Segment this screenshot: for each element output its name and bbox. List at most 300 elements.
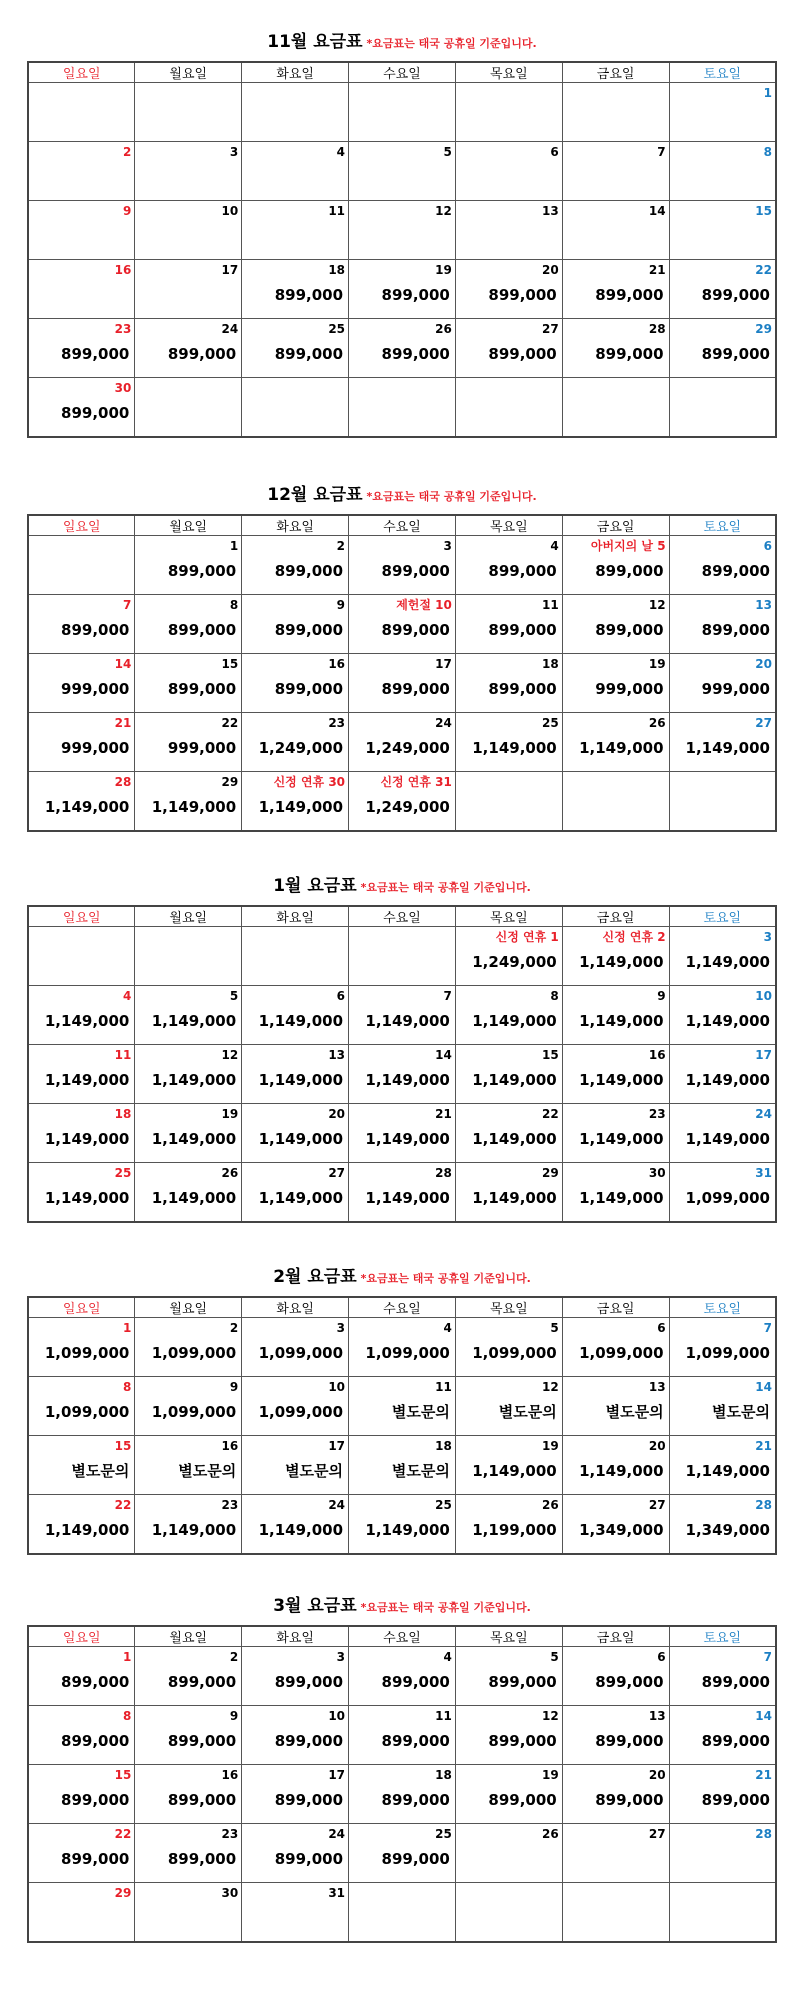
day-price: 899,000	[61, 345, 130, 363]
day-number: 14	[648, 204, 666, 218]
day-number: 26	[435, 322, 452, 336]
day-number	[245, 378, 345, 400]
day-price: 899,000	[595, 1732, 664, 1750]
calendar-day-cell	[349, 1495, 456, 1555]
day-price: 899,000	[701, 1673, 770, 1691]
calendar-day-cell	[242, 986, 349, 1045]
weekday-header: 화요일	[242, 906, 349, 927]
day-number: 4	[443, 1321, 452, 1335]
calendar-day-cell	[242, 927, 349, 986]
day-number: 8	[229, 598, 239, 612]
day-price: 1,349,000	[685, 1521, 770, 1539]
day-price: 1,149,000	[472, 1071, 557, 1089]
day-price: 1,099,000	[151, 1403, 237, 1421]
rate-note: *요금표는 태국 공휴일 기준입니다.	[360, 1272, 531, 1285]
day-number: 28	[648, 322, 666, 336]
day-price: 899,000	[488, 1791, 557, 1809]
calendar-day-cell	[669, 1647, 776, 1706]
calendar-day-cell	[28, 1163, 135, 1223]
day-price: 899,000	[61, 1850, 130, 1868]
day-price: 899,000	[61, 1791, 130, 1809]
day-price: 899,000	[381, 345, 450, 363]
day-number: 20	[648, 1439, 666, 1453]
day-price: 1,149,000	[685, 1012, 770, 1030]
day-number: 15	[542, 1048, 559, 1062]
day-number: 2	[229, 1321, 239, 1335]
day-number	[673, 378, 772, 400]
calendar-day-cell	[349, 1883, 456, 1943]
day-number	[138, 927, 238, 949]
day-number	[459, 772, 559, 794]
day-number: 3	[336, 1321, 346, 1335]
day-price: 1,099,000	[151, 1344, 237, 1362]
week-row	[28, 595, 776, 654]
rate-calendar-table	[27, 1625, 777, 1943]
calendar-day-cell	[135, 1883, 242, 1943]
day-price: 1,149,000	[44, 1521, 130, 1539]
calendar-day-cell	[669, 1495, 776, 1555]
calendar-day-cell	[562, 378, 669, 438]
calendar-day-cell	[562, 1163, 669, 1223]
day-price: 899,000	[381, 621, 450, 639]
day-number: 18	[435, 1439, 452, 1453]
calendar-day-cell	[28, 1647, 135, 1706]
day-number: 22	[114, 1498, 132, 1512]
calendar-day-cell	[28, 1765, 135, 1824]
calendar-day-cell	[349, 1824, 456, 1883]
day-price: 1,149,000	[258, 1071, 344, 1089]
day-number: 18	[328, 263, 346, 277]
calendar-day-cell	[135, 536, 242, 595]
day-price: 1,099,000	[44, 1403, 130, 1421]
month-section	[27, 27, 777, 438]
calendar-day-cell	[135, 1706, 242, 1765]
day-number	[138, 378, 238, 400]
calendar-day-cell	[349, 1436, 456, 1495]
weekday-header: 금요일	[562, 906, 669, 927]
day-price: 1,149,000	[365, 1189, 450, 1207]
day-number: 10	[221, 204, 239, 218]
day-number: 19	[542, 1439, 559, 1453]
day-price: 1,149,000	[258, 1130, 344, 1148]
day-number: 21	[435, 1107, 452, 1121]
day-number: 12	[542, 1380, 559, 1394]
calendar-day-cell	[28, 1104, 135, 1163]
week-row	[28, 1318, 776, 1377]
day-number: 9	[122, 204, 132, 218]
calendar-day-cell	[562, 1045, 669, 1104]
day-number: 26	[221, 1166, 239, 1180]
calendar-day-cell	[135, 378, 242, 438]
calendar-day-cell	[28, 378, 135, 438]
calendar-day-cell	[242, 83, 349, 142]
calendar-day-cell	[349, 713, 456, 772]
calendar-day-cell	[135, 1104, 242, 1163]
month-title-text: 12월 요금표	[267, 485, 363, 505]
day-number: 26	[542, 1498, 559, 1512]
day-number	[673, 1883, 772, 1905]
week-row	[28, 1883, 776, 1943]
calendar-day-cell	[28, 260, 135, 319]
day-price: 899,000	[274, 1673, 344, 1691]
day-price: 899,000	[167, 1673, 237, 1691]
weekday-header: 목요일	[455, 1626, 562, 1647]
day-price: 1,149,000	[579, 739, 664, 757]
calendar-day-cell	[669, 83, 776, 142]
day-number	[245, 83, 345, 105]
calendar-day-cell	[242, 1495, 349, 1555]
weekday-header: 목요일	[455, 515, 562, 536]
week-row	[28, 1824, 776, 1883]
day-price: 1,149,000	[151, 1012, 237, 1030]
day-number: 23	[328, 716, 346, 730]
rate-calendar-table	[27, 514, 777, 832]
calendar-day-cell	[242, 536, 349, 595]
day-number: 31	[755, 1166, 772, 1180]
day-price: 별도문의	[178, 1462, 237, 1480]
day-price: 899,000	[61, 404, 130, 422]
day-price: 별도문의	[391, 1403, 450, 1421]
day-number: 29	[755, 322, 772, 336]
day-number: 1	[229, 539, 239, 553]
month-section	[27, 1591, 777, 1943]
calendar-day-cell	[669, 595, 776, 654]
weekday-header: 토요일	[669, 1626, 776, 1647]
day-number: 5	[229, 989, 239, 1003]
calendar-day-cell	[242, 142, 349, 201]
month-title	[27, 1591, 777, 1625]
day-number: 23	[114, 322, 132, 336]
rate-calendar-table	[27, 905, 777, 1223]
day-price: 899,000	[595, 345, 664, 363]
day-number: 27	[542, 322, 559, 336]
day-number: 1	[122, 1321, 132, 1335]
day-price: 999,000	[61, 680, 130, 698]
day-number: 13	[648, 1709, 666, 1723]
day-number: 2	[229, 1650, 239, 1664]
day-number: 19	[542, 1768, 559, 1782]
week-row	[28, 1163, 776, 1223]
day-price: 899,000	[381, 680, 450, 698]
weekday-header: 화요일	[242, 515, 349, 536]
day-number: 27	[328, 1166, 346, 1180]
week-row	[28, 378, 776, 438]
day-number: 9	[657, 989, 666, 1003]
day-price: 899,000	[167, 1850, 237, 1868]
calendar-day-cell	[135, 927, 242, 986]
calendar-day-cell	[349, 1765, 456, 1824]
day-number: 3	[229, 145, 239, 159]
day-number: 4	[336, 145, 346, 159]
day-price: 별도문의	[712, 1403, 770, 1421]
day-number: 15	[221, 657, 239, 671]
weekday-header: 일요일	[28, 906, 135, 927]
calendar-day-cell	[349, 201, 456, 260]
day-number: 1	[763, 86, 772, 100]
day-number: 15	[755, 204, 772, 218]
day-number: 14	[755, 1709, 772, 1723]
calendar-day-cell	[135, 1377, 242, 1436]
day-number: 27	[648, 1827, 666, 1841]
day-price: 1,149,000	[685, 1071, 770, 1089]
month-title-text: 2월 요금표	[273, 1267, 357, 1287]
week-row	[28, 713, 776, 772]
day-number: 23	[221, 1827, 239, 1841]
day-number: 신정 연휴 2	[602, 930, 666, 944]
calendar-day-cell	[455, 1824, 562, 1883]
calendar-day-cell	[455, 1495, 562, 1555]
day-number: 16	[328, 657, 346, 671]
week-row	[28, 1104, 776, 1163]
weekday-header: 수요일	[349, 62, 456, 83]
day-number: 18	[435, 1768, 452, 1782]
calendar-day-cell	[562, 1706, 669, 1765]
day-number: 24	[221, 322, 239, 336]
day-number	[673, 772, 772, 794]
calendar-day-cell	[455, 986, 562, 1045]
day-number: 5	[550, 1650, 559, 1664]
week-row	[28, 83, 776, 142]
day-price: 899,000	[167, 1732, 237, 1750]
rate-note: *요금표는 태국 공휴일 기준입니다.	[366, 490, 537, 503]
weekday-header: 토요일	[669, 62, 776, 83]
day-number: 6	[657, 1650, 666, 1664]
calendar-day-cell	[28, 772, 135, 832]
day-price: 899,000	[701, 621, 770, 639]
calendar-day-cell	[242, 319, 349, 378]
calendar-day-cell	[455, 1163, 562, 1223]
calendar-day-cell	[669, 1883, 776, 1943]
calendar-day-cell	[28, 1318, 135, 1377]
day-price: 1,149,000	[472, 1189, 557, 1207]
calendar-day-cell	[669, 1706, 776, 1765]
day-price: 1,149,000	[472, 1462, 557, 1480]
calendar-day-cell	[455, 201, 562, 260]
calendar-day-cell	[562, 1495, 669, 1555]
day-price: 1,099,000	[685, 1344, 770, 1362]
day-number	[32, 536, 131, 558]
day-price: 899,000	[488, 1732, 557, 1750]
calendar-day-cell	[135, 772, 242, 832]
calendar-day-cell	[28, 201, 135, 260]
week-row	[28, 1647, 776, 1706]
day-number: 6	[763, 539, 772, 553]
day-number: 21	[755, 1768, 772, 1782]
calendar-day-cell	[455, 1765, 562, 1824]
calendar-day-cell	[562, 595, 669, 654]
calendar-day-cell	[242, 1824, 349, 1883]
day-number: 22	[221, 716, 239, 730]
calendar-day-cell	[349, 927, 456, 986]
weekday-header: 목요일	[455, 906, 562, 927]
calendar-day-cell	[349, 142, 456, 201]
day-number: 29	[542, 1166, 559, 1180]
day-number: 22	[114, 1827, 132, 1841]
weekday-header-row	[28, 1626, 776, 1647]
calendar-day-cell	[455, 1045, 562, 1104]
day-number: 19	[648, 657, 666, 671]
day-number: 31	[328, 1886, 346, 1900]
day-price: 899,000	[167, 345, 237, 363]
calendar-day-cell	[242, 713, 349, 772]
rate-calendar-table	[27, 1296, 777, 1555]
day-price: 899,000	[167, 562, 237, 580]
calendar-day-cell	[28, 83, 135, 142]
calendar-day-cell	[455, 1706, 562, 1765]
calendar-day-cell	[135, 260, 242, 319]
day-number: 10	[328, 1380, 346, 1394]
calendar-day-cell	[28, 1377, 135, 1436]
calendar-day-cell	[669, 772, 776, 832]
day-price: 1,149,000	[685, 1462, 770, 1480]
day-number: 28	[114, 775, 132, 789]
day-number: 7	[122, 598, 132, 612]
day-price: 별도문의	[498, 1403, 557, 1421]
calendar-day-cell	[562, 1377, 669, 1436]
calendar-day-cell	[135, 1495, 242, 1555]
day-price: 999,000	[701, 680, 770, 698]
weekday-header: 수요일	[349, 906, 456, 927]
calendar-day-cell	[242, 201, 349, 260]
day-price: 899,000	[701, 562, 770, 580]
day-price: 별도문의	[605, 1403, 664, 1421]
day-number: 신정 연휴 30	[273, 775, 346, 789]
day-number: 3	[336, 1650, 346, 1664]
day-price: 899,000	[488, 621, 557, 639]
day-price: 1,149,000	[579, 1012, 664, 1030]
weekday-header: 토요일	[669, 515, 776, 536]
calendar-day-cell	[349, 1377, 456, 1436]
day-price: 899,000	[61, 621, 130, 639]
calendar-day-cell	[562, 1318, 669, 1377]
day-number: 21	[755, 1439, 772, 1453]
day-number: 6	[657, 1321, 666, 1335]
day-price: 1,249,000	[472, 953, 557, 971]
rate-note: *요금표는 태국 공휴일 기준입니다.	[360, 1601, 531, 1614]
day-price: 899,000	[381, 562, 450, 580]
week-row	[28, 1706, 776, 1765]
day-number	[245, 927, 345, 949]
calendar-day-cell	[455, 319, 562, 378]
weekday-header: 목요일	[455, 1297, 562, 1318]
calendar-day-cell	[562, 986, 669, 1045]
day-price: 899,000	[701, 345, 770, 363]
day-price: 899,000	[274, 680, 344, 698]
calendar-day-cell	[455, 142, 562, 201]
day-number	[352, 378, 452, 400]
day-price: 1,149,000	[365, 1012, 450, 1030]
day-price: 899,000	[274, 1850, 344, 1868]
day-price: 899,000	[381, 1850, 450, 1868]
day-price: 1,099,000	[44, 1344, 130, 1362]
day-price: 899,000	[488, 1673, 557, 1691]
month-section	[27, 1262, 777, 1555]
calendar-day-cell	[242, 654, 349, 713]
calendar-day-cell	[455, 260, 562, 319]
day-number: 7	[763, 1650, 772, 1664]
day-price: 1,149,000	[365, 1071, 450, 1089]
calendar-day-cell	[455, 1436, 562, 1495]
day-number: 5	[550, 1321, 559, 1335]
week-row	[28, 142, 776, 201]
day-number	[566, 378, 666, 400]
calendar-day-cell	[28, 1883, 135, 1943]
day-price: 별도문의	[391, 1462, 450, 1480]
day-price: 899,000	[488, 345, 557, 363]
calendar-day-cell	[28, 1706, 135, 1765]
calendar-day-cell	[349, 536, 456, 595]
month-title	[27, 871, 777, 905]
day-number: 28	[755, 1498, 772, 1512]
weekday-header: 금요일	[562, 1297, 669, 1318]
day-price: 899,000	[381, 1732, 450, 1750]
weekday-header: 수요일	[349, 1626, 456, 1647]
calendar-day-cell	[669, 1436, 776, 1495]
day-price: 1,149,000	[258, 1012, 344, 1030]
day-number: 28	[435, 1166, 452, 1180]
week-row	[28, 260, 776, 319]
month-title-text: 1월 요금표	[273, 876, 357, 896]
day-price: 899,000	[381, 1673, 450, 1691]
day-number: 16	[221, 1439, 239, 1453]
day-number: 신정 연휴 31	[380, 775, 452, 789]
day-number: 9	[229, 1709, 239, 1723]
day-price: 899,000	[274, 1732, 344, 1750]
day-number: 15	[114, 1439, 132, 1453]
calendar-day-cell	[455, 772, 562, 832]
day-number: 17	[328, 1768, 346, 1782]
day-number: 11	[435, 1709, 452, 1723]
calendar-day-cell	[562, 1647, 669, 1706]
day-number: 20	[542, 263, 559, 277]
calendar-day-cell	[135, 83, 242, 142]
calendar-day-cell	[669, 201, 776, 260]
day-price: 별도문의	[71, 1462, 130, 1480]
calendar-day-cell	[28, 927, 135, 986]
calendar-day-cell	[349, 1045, 456, 1104]
day-price: 1,149,000	[472, 1130, 557, 1148]
day-number: 7	[443, 989, 452, 1003]
day-price: 899,000	[61, 1673, 130, 1691]
day-price: 899,000	[701, 1791, 770, 1809]
day-price: 899,000	[274, 345, 344, 363]
day-price: 1,099,000	[685, 1189, 770, 1207]
day-number: 11	[542, 598, 559, 612]
calendar-day-cell	[669, 1765, 776, 1824]
day-number: 6	[336, 989, 346, 1003]
week-row	[28, 319, 776, 378]
day-number: 13	[755, 598, 772, 612]
day-number: 3	[763, 930, 772, 944]
day-price: 899,000	[595, 562, 664, 580]
day-number: 20	[648, 1768, 666, 1782]
calendar-day-cell	[28, 1045, 135, 1104]
day-number: 8	[763, 145, 772, 159]
calendar-day-cell	[669, 1045, 776, 1104]
day-price: 999,000	[61, 739, 130, 757]
day-number: 8	[550, 989, 559, 1003]
calendar-day-cell	[562, 1436, 669, 1495]
day-number: 14	[755, 1380, 772, 1394]
week-row	[28, 927, 776, 986]
day-price: 1,149,000	[579, 1071, 664, 1089]
day-price: 1,149,000	[685, 1130, 770, 1148]
day-price: 1,149,000	[151, 798, 237, 816]
day-price: 1,149,000	[258, 1521, 344, 1539]
day-number: 21	[114, 716, 132, 730]
calendar-day-cell	[135, 1163, 242, 1223]
day-price: 899,000	[167, 1791, 237, 1809]
